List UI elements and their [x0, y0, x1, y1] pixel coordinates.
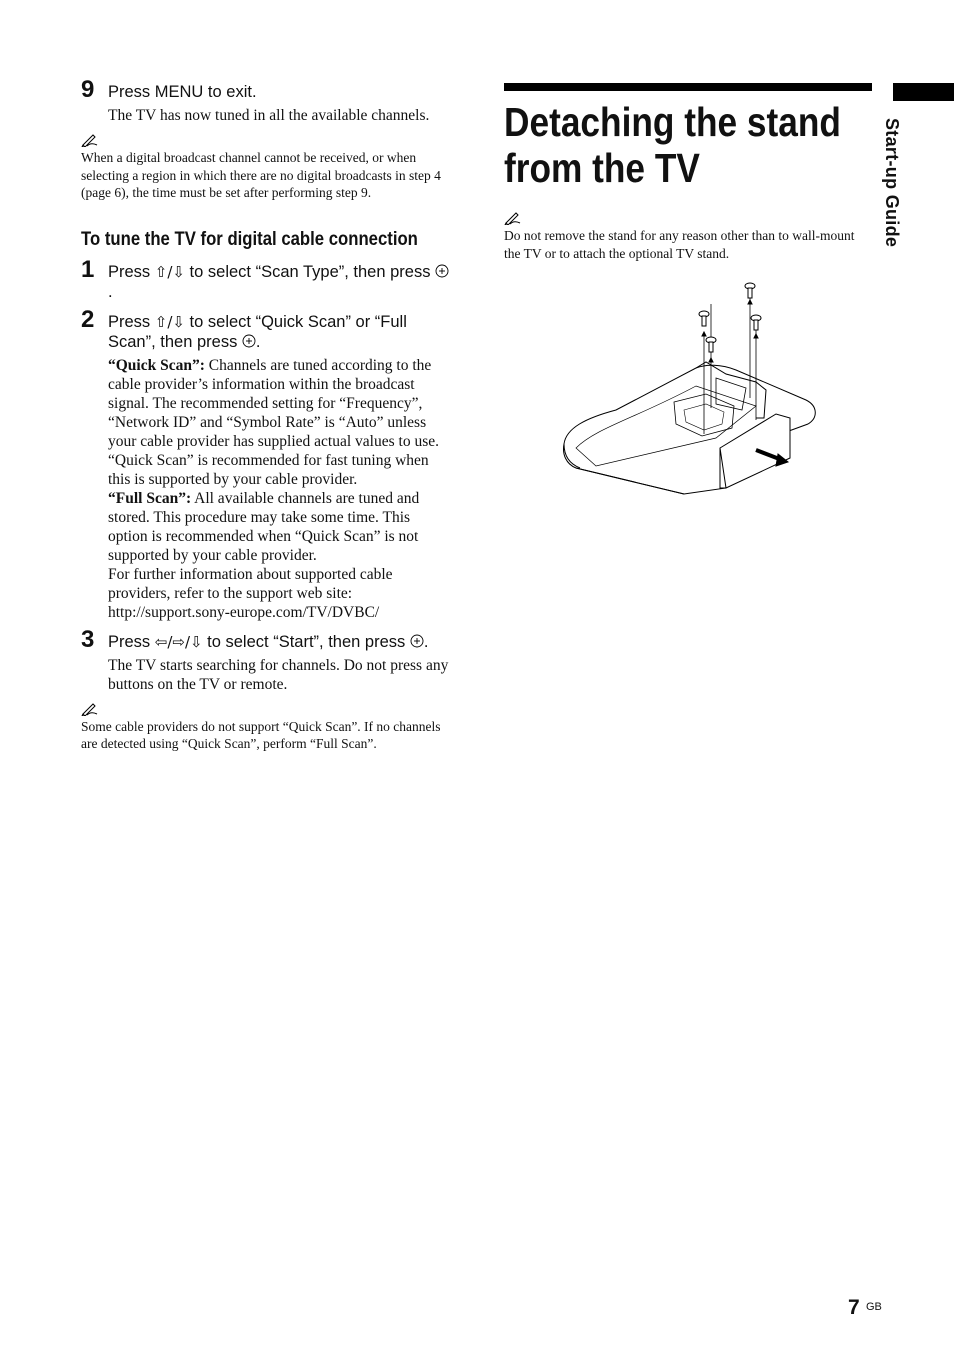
note-text: When a digital broadcast channel cannot be received, or when selecting a region in which there are no digital broadcasts in step 4 (page 6), the time must be set after performing step 9.	[81, 150, 441, 200]
cable-section-heading: To tune the TV for digital cable connection	[81, 228, 418, 250]
title-rule	[504, 83, 872, 91]
step-description	[108, 356, 451, 622]
step-number: 2	[81, 305, 95, 333]
step-description: The TV has now tuned in all the available channels.	[108, 107, 430, 124]
step-number: 1	[81, 255, 95, 283]
section-tab-marker	[893, 83, 954, 101]
step-instruction: Press ⇧/⇩ to select “Scan Type”, then press .	[108, 262, 451, 302]
left-column	[81, 76, 451, 753]
section-title: Detaching the stand from the TV	[504, 99, 841, 191]
quick-scan-label: “Quick Scan”:	[108, 356, 205, 374]
quick-scan-paragraph: “Quick Scan”: Channels are tuned according to the cable provider’s information within the broadcast signal. The recommended setting for “Frequency”, “Network ID” and “Symbol Rate” is “Auto” unless your cable provider has supplied actual values to use. “Quick Scan” is recommended for fast tuning when this is supported by your cable provider.	[108, 356, 439, 488]
right-column	[504, 83, 872, 262]
arrow-keys-icon: ⇦/⇨/⇩	[154, 632, 203, 651]
arrow-keys-icon: ⇧/⇩	[154, 312, 185, 331]
ok-button-icon	[435, 264, 449, 278]
step-number: 3	[81, 625, 95, 653]
step-instruction: Press ⇧/⇩ to select “Quick Scan” or “Full Scan”, then press .	[108, 312, 407, 351]
step-2	[81, 305, 451, 622]
full-scan-paragraph: “Full Scan”: All available channels are tuned and stored. This procedure may take some time. This option is recommended when “Quick Scan” is not supported by your cable provider.	[108, 489, 420, 564]
step-1	[81, 255, 451, 302]
step-description: The TV starts searching for channels. Do not press any buttons on the TV or remote.	[108, 656, 449, 693]
support-url: http://support.sony-europe.com/TV/DVBC/	[108, 603, 380, 621]
step-3	[81, 625, 451, 694]
tv-stand-detach-illustration	[556, 278, 826, 500]
full-scan-label: “Full Scan”:	[108, 489, 192, 507]
section-tab-label: Start-up Guide	[882, 118, 902, 248]
pencil-note-icon	[81, 133, 99, 147]
further-info-text: For further information about supported cable providers, refer to the support web site:	[108, 565, 393, 602]
pencil-note-icon	[504, 211, 522, 225]
page-number-suffix: GB	[866, 1301, 882, 1313]
arrow-keys-icon: ⇧/⇩	[154, 262, 185, 281]
note-text: Some cable providers do not support “Quick Scan”. If no channels are detected using “Quick Scan”, perform “Full Scan”.	[81, 718, 441, 751]
pencil-note-icon	[81, 702, 99, 716]
step-instruction: Press ⇦/⇨/⇩ to select “Start”, then press .	[108, 632, 429, 651]
page-number: 7	[848, 1296, 860, 1319]
note-text: Do not remove the stand for any reason other than to wall-mount the TV or to attach the optional TV stand.	[504, 228, 855, 261]
step-number: 9	[81, 76, 95, 103]
ok-button-icon	[242, 334, 256, 348]
step-9	[81, 76, 451, 125]
ok-button-icon	[410, 634, 424, 648]
step-instruction: Press MENU to exit.	[108, 83, 257, 101]
